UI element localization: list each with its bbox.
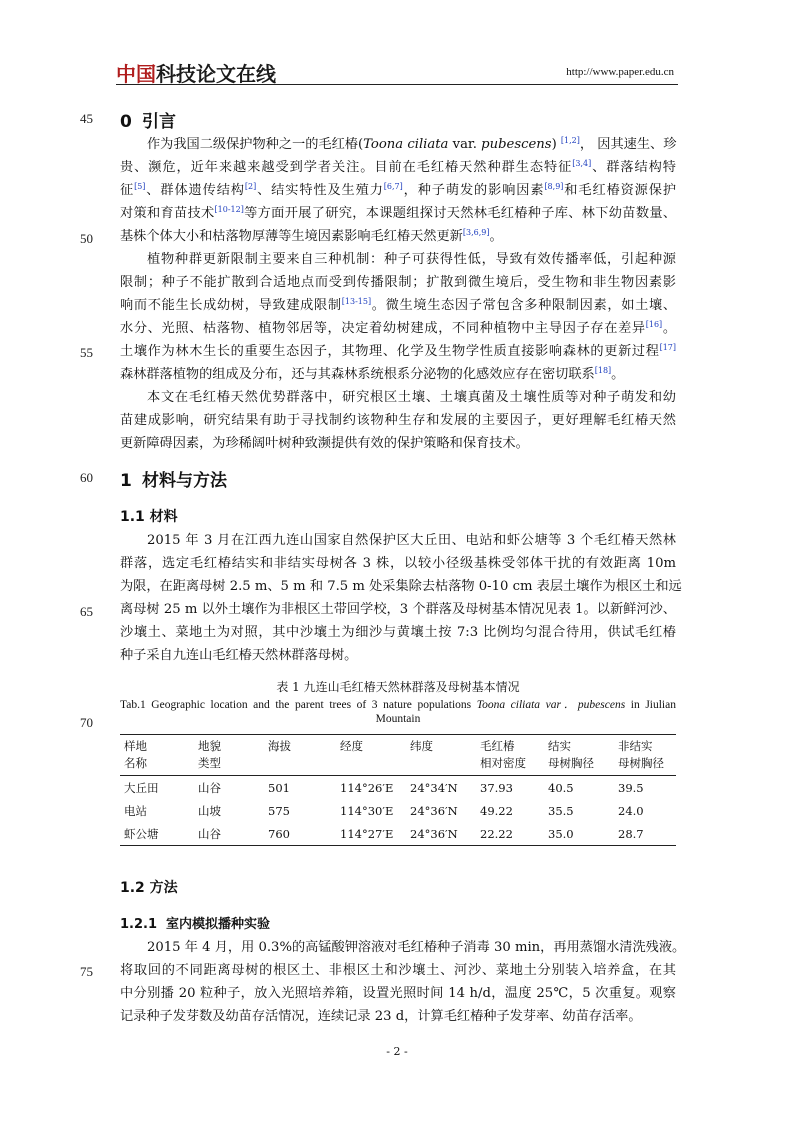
section-heading-methods: 1 材料与方法: [120, 471, 227, 491]
subsection-heading-method: 1.2 方法: [120, 880, 178, 896]
table-row: 大丘田 山谷 501 114°26′E 24°34′N 37.93 40.5 39.5: [124, 780, 644, 795]
citation: [3,6,9]: [462, 228, 490, 237]
column-header: 结实 母树胸径: [548, 739, 594, 770]
para2-line: 响而不能生长成幼树，导致建成限制[13-15]。微生境生态因子常包含多种限制因素，如土壤、: [120, 297, 677, 313]
intro-line: 对策和育苗技术[10-12]等方面开展了研究，本课题组探讨天然林毛红椿种子库、林下幼苗数量、: [120, 205, 677, 221]
header-divider: [116, 84, 678, 85]
column-header: 地貌 类型: [198, 739, 221, 770]
citation: [6,7]: [383, 182, 403, 191]
intro-line: 作为我国二级保护物种之一的毛红椿(Toona ciliata var. pubescens) [1,2]， 因其速生、珍: [147, 136, 677, 152]
table-row: 电站 山坡 575 114°30′E 24°36′N 49.22 35.5 24.0: [124, 803, 644, 818]
method-line: 记录种子发芽数及幼苗存活情况，连续记录 23 d，计算毛红椿种子发芽率、幼苗存活率。: [120, 1009, 642, 1024]
method-line: 2015 年 4 月，用 0.3%的高锰酸钾溶液对毛红椿种子消毒 30 min，再用蒸馏水清洗残液。: [147, 940, 686, 955]
header-url[interactable]: http://www.paper.edu.cn: [566, 66, 674, 78]
para2-line: 限制；种子不能扩散到合适地点而受到传播限制；扩散到微生境后，受生物和非生物因素影: [120, 275, 676, 290]
intro-line: 征[5]、群体遗传结构[2]、结实特性及生殖力[6,7]，种子萌发的影响因素[8,9]和毛红椿资源保护: [120, 182, 677, 198]
citation: [17]: [659, 343, 676, 352]
column-header: 样地 名称: [124, 739, 147, 770]
citation: [3,4]: [572, 159, 592, 168]
intro-line: 贵、濒危，近年来越来越受到学者关注。目前在毛红椿天然种群生态特征[3,4]、群落结构特: [120, 159, 676, 175]
line-number: 55: [80, 345, 93, 360]
para3-line: 本文在毛红椿天然优势群落中，研究根区土壤、土壤真菌及土壤性质等对种子萌发和幼: [147, 390, 676, 405]
materials-line: 沙壤土、菜地土为对照，其中沙壤土为细沙与黄壤土按 7:3 比例均匀混合待用，供试毛红椿: [120, 625, 676, 640]
line-number: 50: [80, 231, 93, 246]
table-caption-en: Tab.1 Geographic location and the parent trees of 3 nature populations Toona ciliata var．pubescens in Jiulian: [120, 699, 676, 711]
materials-line: 种子采自九连山毛红椿天然林群落母树。: [120, 648, 358, 663]
column-header: 纬度: [410, 739, 433, 753]
materials-line: 2015 年 3 月在江西九连山国家自然保护区大丘田、电站和虾公塘等 3 个毛红椿天然林: [147, 533, 676, 548]
citation: [5]: [134, 182, 146, 191]
citation: [2]: [244, 182, 257, 191]
column-header: 海拔: [268, 739, 291, 753]
method-line: 中分别播 20 粒种子，放入光照培养箱，设置光照时间 14 h/d，温度 25℃，5 次重复。观察: [120, 986, 676, 1001]
column-header: 经度: [340, 739, 363, 753]
citation: [13-15]: [341, 297, 372, 306]
citation: [18]: [594, 366, 612, 375]
page-number: - 2 -: [386, 1045, 408, 1058]
intro-line: 基株个体大小和枯落物厚薄等生境因素影响毛红椿天然更新[3,6,9]。: [120, 228, 503, 244]
table-caption-en-line2: Mountain: [375, 713, 421, 725]
data-table: [120, 734, 676, 846]
journal-logo: [116, 58, 276, 87]
line-number: 70: [80, 715, 93, 730]
column-header: 毛红椿 相对密度: [480, 739, 526, 770]
table-header-row: [120, 735, 676, 776]
line-number: 75: [80, 964, 93, 979]
citation: [10-12]: [214, 205, 244, 214]
line-number: 65: [80, 604, 93, 619]
table-row: 虾公塘 山谷 760 114°27′E 24°36′N 22.22 35.0 28.7: [120, 822, 676, 846]
materials-line: 离母树 25 m 以外土壤作为非根区土带回学校，3 个群落及母树基本情况见表 1。以新鲜河沙、: [120, 602, 676, 617]
para2-line: 水分、光照、枯落物、植物邻居等，决定着幼树建成，不同种植物中主导因子存在差异[16]。: [120, 320, 677, 336]
logo-text: 科技论文在线: [156, 62, 276, 86]
logo-red-text: 中国: [116, 62, 156, 86]
subsection-heading-materials: 1.1 材料: [120, 509, 178, 525]
method-line: 将取回的不同距离母树的根区土、非根区土和沙壤土、河沙、菜地土分别装入培养盒，在其: [120, 963, 676, 978]
para2-line: 植物种群更新限制主要来自三种机制：种子可获得性低，导致有效传播率低，引起种源: [147, 252, 676, 267]
subsubsection-heading: 1.2.1 室内模拟播种实验: [120, 917, 271, 932]
section-heading-intro: 0 引言: [120, 112, 176, 132]
line-number: 45: [80, 111, 93, 126]
para3-line: 更新障碍因素，为珍稀阔叶树种致濒提供有效的保护策略和保育技术。: [120, 436, 529, 451]
para2-line: 土壤作为林木生长的重要生态因子，其物理、化学及生物学性质直接影响森林的更新过程[17]: [120, 343, 676, 359]
column-header: 非结实 母树胸径: [618, 739, 664, 770]
line-number: 60: [80, 470, 93, 485]
para3-line: 苗建成影响，研究结果有助于寻找制约该物种生存和发展的主要因子，更好理解毛红椿天然: [120, 413, 676, 428]
citation: [1,2]: [560, 136, 580, 145]
table-caption-cn: 表 1 九连山毛红椿天然林群落及母树基本情况: [276, 680, 520, 694]
materials-line: 为限，在距离母树 2.5 m、5 m 和 7.5 m 处采集除去枯落物 0-10 cm 表层土壤作为根区土和远: [120, 579, 682, 594]
materials-line: 群落，选定毛红椿结实和非结实母树各 3 株，以较小径级基株受邻体干扰的有效距离 10m: [120, 556, 676, 571]
citation: [8,9]: [544, 182, 564, 191]
para2-line: 森林群落植物的组成及分布，还与其森林系统根系分泌物的化感效应存在密切联系[18]。: [120, 366, 625, 382]
citation: [16]: [645, 320, 663, 329]
